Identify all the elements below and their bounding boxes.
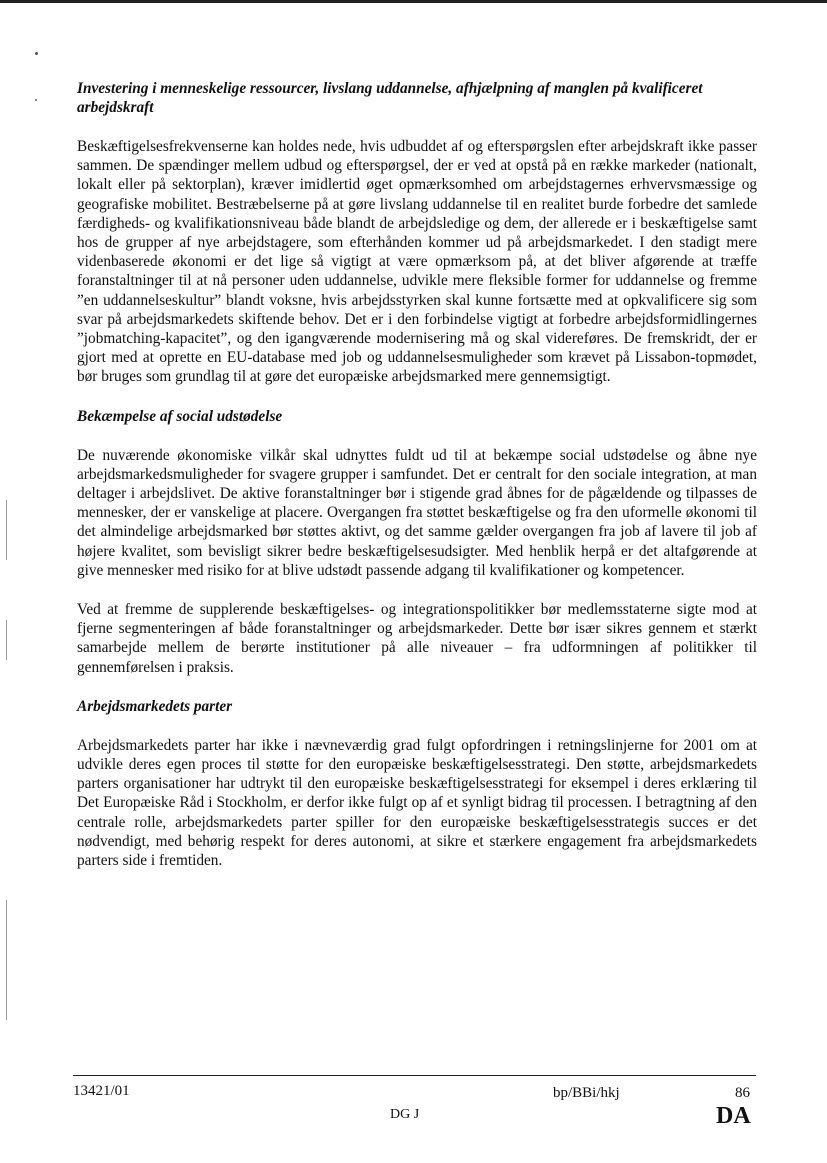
section-arbejdsmarkedets-parter	[77, 697, 757, 870]
author-initials: bp/BBi/hkj	[553, 1085, 620, 1101]
paragraph: Beskæftigelsesfrekvenserne kan holdes nede, hvis udbuddet af og efterspørgslen efter arbejdskraft ikke passer sammen. De spændinger mellem udbud og efterspørgsel, der er ved at opstå på en række markeder (nationalt, lokalt eller på sektorplan), kræver imidlertid øget opmærksomhed om arbejdstagernes erhvervsmæssige og geografiske mobilitet. Bestræbelserne på at gøre livslang uddannelse til en realitet burde forbedre det samlede færdigheds- og kvalifikationsniveau både blandt de arbejdsledige og dem, der allerede er i beskæftigelse samt hos de grupper af nye arbejdstagere, som efterhånden kommer ud på arbejdsmarkedet. I den stadigt mere videnbaserede økonomi er det lige så vigtigt at være opmærksom på, at det bliver afgørende at træffe foranstaltninger til at nå personer uden uddannelse, udvikle mere fleksible former for uddannelse og fremme ”en uddannelseskultur” blandt voksne, hvis arbejdsstyrken skal kunne fortsætte med at opkvalificere sig som svar på arbejdsmarkedets skiftende behov. Det er i den forbindelse vigtigt at forbedre arbejdsformidlingernes ”jobmatching-kapacitet”, og den igangværende modernisering må og skal videreføres. De fremskridt, der er gjort med at oprette en EU-database med job og uddannelsesmuligheder som krævet på Lissabon-topmødet, bør bruges som grundlag til at gøre det europæiske arbejdsmarked mere gennemsigtigt.	[77, 138, 757, 386]
scan-speck	[35, 99, 37, 101]
directorate: DG J	[390, 1107, 420, 1122]
section-investering	[77, 79, 757, 387]
top-edge-rule	[0, 0, 827, 3]
paragraph: Ved at fremme de supplerende beskæftigelses- og integrationspolitikker bør medlemsstaterne sigte mod at fjerne segmenteringen af både foranstaltninger og arbejdsmarkeder. Dette bør især sikres gennem et stærkt samarbejde mellem de berørte institutioner på alle niveauer – fra udformningen af politikker til gennemførelsen i praksis.	[77, 601, 757, 676]
page-number: 86	[735, 1085, 750, 1101]
document-body	[77, 79, 757, 870]
section-heading: Investering i menneskelige ressourcer, livslang uddannelse, afhjælpning af manglen på kvalificeret arbejdskraft	[77, 80, 703, 116]
section-heading: Bekæmpelse af social udstødelse	[77, 407, 283, 425]
paragraph: De nuværende økonomiske vilkår skal udnyttes fuldt ud til at bekæmpe social udstødelse og åbne nye arbejdsmarkedsmuligheder for svagere grupper i samfundet. Det er centralt for den sociale integration, at man deltager i arbejdslivet. De aktive foranstaltninger bør i stigende grad åbnes for de pågældende og tilpasses de mennesker, der er vanskelige at placere. Overgangen fra støttet beskæftigelse og fra den uformelle økonomi til det almindelige arbejdsmarked bør støttes aktivt, og det samme gælder overgangen fra job af lavere til job af højere kvalitet, som bevisligt sikrer bedre beskæftigelsesudsigter. Med henblik herpå er det altafgørende at give mennesker med risiko for at blive udstødt passende adgang til kvalifikationer og kompetencer.	[77, 446, 757, 579]
paragraph: Arbejdsmarkedets parter har ikke i nævneværdig grad fulgt opfordringen i retningslinjerne for 2001 om at udvikle deres egen proces til støtte for den europæiske beskæftigelsesstrategi. Den støtte, arbejdsmarkedets parters organisationer har udtrykt til den europæiske beskæftigelsesstrategi for eksempel i deres erklæring til Det Europæiske Råd i Stockholm, er derfor ikke fulgt op af et synligt bidrag til processen. I betragtning af den centrale rolle, arbejdsmarkedets parter spiller for den europæiske beskæftigelsesstrategis succes er det nødvendigt, med behørig respekt for deres autonomi, at sikre et stærkere engagement fra arbejdsmarkedets parters side i fremtiden.	[77, 736, 757, 870]
scan-speck	[35, 52, 38, 55]
scan-left-edge-line	[6, 500, 7, 560]
scan-left-edge-line	[6, 620, 7, 660]
section-heading: Arbejdsmarkedets parter	[77, 697, 233, 715]
section-social-udstoedelse	[77, 407, 757, 677]
language-code: DA	[716, 1103, 751, 1129]
footer-rule	[73, 1075, 756, 1076]
doc-number: 13421/01	[73, 1083, 130, 1099]
scan-left-edge-line	[6, 900, 7, 1020]
